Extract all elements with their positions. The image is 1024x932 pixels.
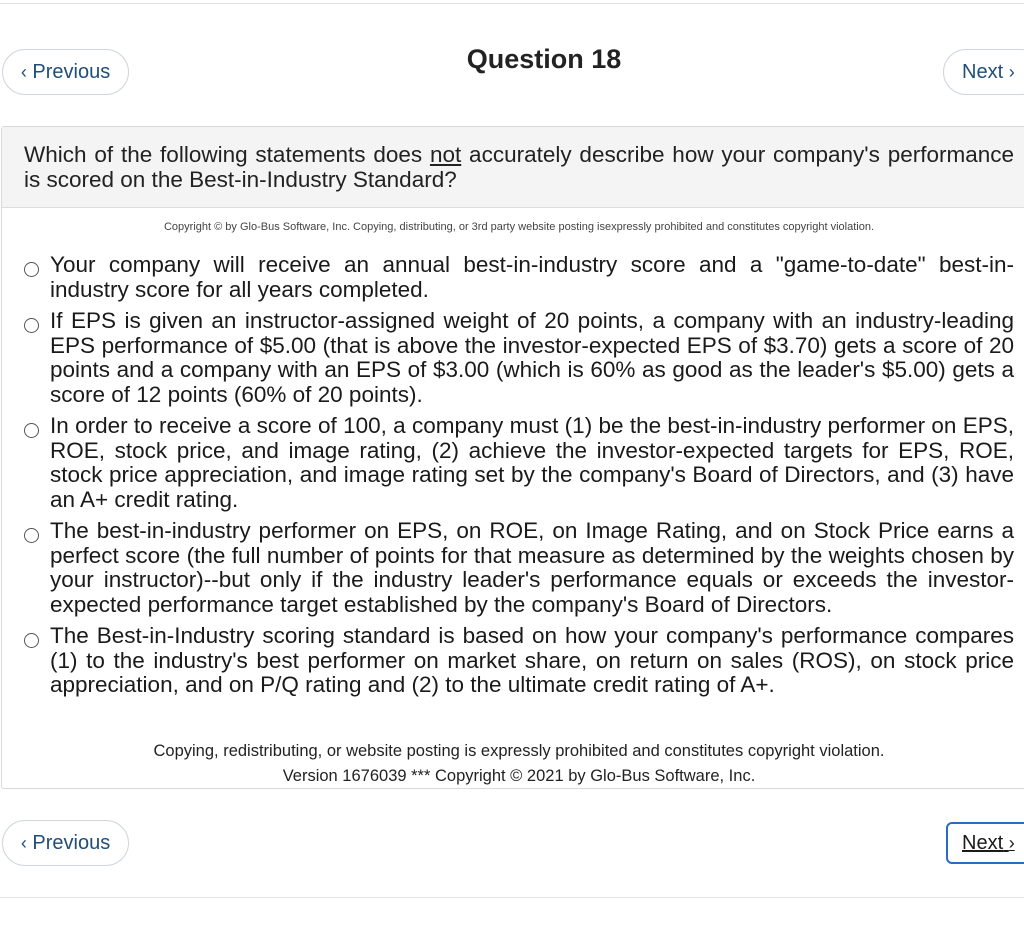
option-text: The Best-in-Industry scoring standard is based on how your company's performance compares (1) to the industry's best performer on market share, on return on sales (ROS), on stock price appreciation, and on P/Q rating and (2) to the ultimate credit rating of A+. bbox=[50, 623, 1014, 697]
copyright-notice: Copyright © by Glo-Bus Software, Inc. Copying, distributing, or 3rd party website posting isexpressly prohibited and constitutes copyright violation. bbox=[163, 221, 874, 233]
question-prompt: Which of the following statements does not accurately describe how your company's performance is scored on the Best-in-Industry Standard? bbox=[24, 142, 1014, 192]
page-title: Question 18 bbox=[466, 44, 622, 74]
answer-option[interactable] bbox=[24, 309, 1014, 407]
footer-line-2: Version 1676039 *** Copyright © 2021 by Glo-Bus Software, Inc. bbox=[282, 767, 756, 785]
answer-option[interactable] bbox=[24, 624, 1014, 698]
option-text: If EPS is given an instructor-assigned weight of 20 points, a company with an industry-leading EPS performance of $5.00 (that is above the investor-expected EPS of $3.70) gets a score of 20 points and a company with an EPS of $3.00 (which is 60% as good as the leader's $5.00) gets a score of 12 points (60% of 20 points). bbox=[50, 308, 1014, 407]
next-label: Next bbox=[962, 60, 1004, 83]
next-button-top[interactable] bbox=[943, 49, 1024, 95]
chevron-left-icon: ‹ bbox=[20, 832, 27, 853]
radio-button[interactable] bbox=[24, 528, 39, 543]
next-button-bottom[interactable] bbox=[946, 822, 1024, 864]
radio-button[interactable] bbox=[24, 318, 39, 333]
answer-options bbox=[24, 253, 1014, 705]
previous-label: Previous bbox=[32, 60, 111, 83]
radio-button[interactable] bbox=[24, 423, 39, 438]
next-label: Next bbox=[962, 831, 1004, 854]
previous-button-bottom[interactable] bbox=[2, 820, 129, 866]
chevron-right-icon: › bbox=[1008, 832, 1015, 853]
copyright-footer bbox=[2, 739, 1024, 789]
option-text: The best-in-industry performer on EPS, on ROE, on Image Rating, and on Stock Price earns a perfect score (the full number of points for that measure as determined by the weights chosen by your instructor)--but only if the industry leader's performance equals or exceeds the investor-expected performance target established by the company's Board of Directors. bbox=[50, 518, 1014, 617]
chevron-right-icon: › bbox=[1008, 61, 1015, 82]
answer-option[interactable] bbox=[24, 414, 1014, 512]
radio-button[interactable] bbox=[24, 633, 39, 648]
bottom-divider bbox=[0, 897, 1024, 898]
answer-option[interactable] bbox=[24, 519, 1014, 617]
prompt-emphasis: not bbox=[429, 142, 462, 167]
chevron-left-icon: ‹ bbox=[20, 61, 27, 82]
radio-button[interactable] bbox=[24, 262, 39, 277]
question-card bbox=[1, 126, 1024, 789]
footer-line-1: Copying, redistributing, or website posting is expressly prohibited and constitutes copyright violation. bbox=[153, 742, 885, 760]
top-divider bbox=[0, 3, 1024, 4]
option-text: In order to receive a score of 100, a company must (1) be the best-in-industry performer on EPS, ROE, stock price, and image rating, (2) achieve the investor-expected targets for EPS, ROE, stock price appreciation, and image rating set by the company's Board of Directors, and (3) have an A+ credit rating. bbox=[50, 413, 1014, 512]
question-header bbox=[2, 127, 1024, 208]
answer-option[interactable] bbox=[24, 253, 1014, 302]
option-text: Your company will receive an annual best-in-industry score and a "game-to-date" best-in-industry score for all years completed. bbox=[50, 252, 1014, 302]
previous-label: Previous bbox=[32, 831, 111, 854]
